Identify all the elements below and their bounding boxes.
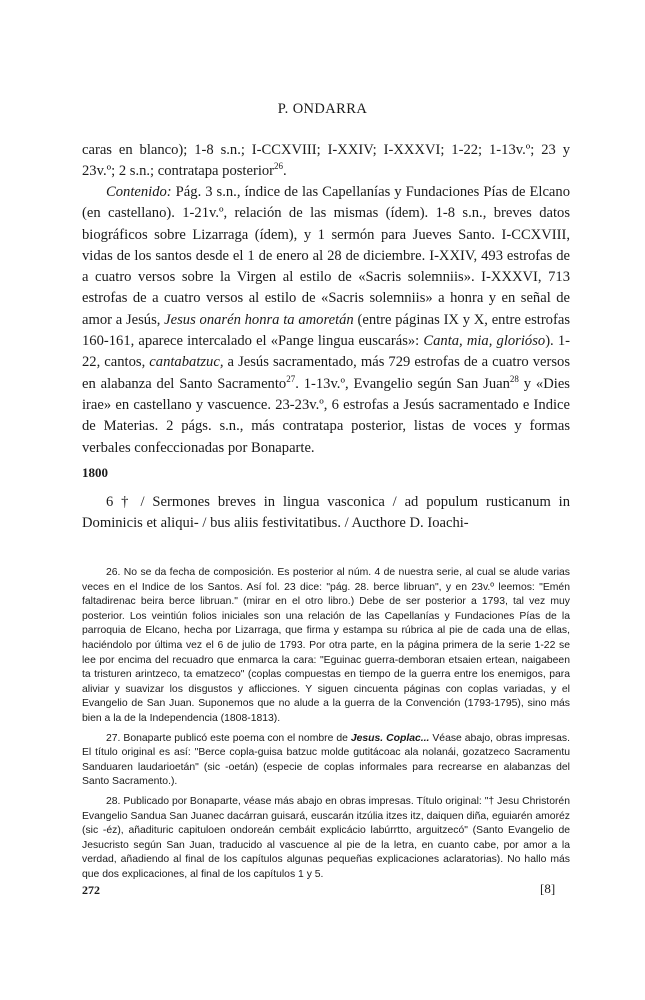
footnote-text: Publicado por Bonaparte, véase más abajo en obras impresas. Título original: "† Jesu Christorén Evangelio Sandua San Juanec dacárran guisará, euscarán itzúlia itzes itz, daiquen diña, eguiarén amoréz (sic -éz), añadituric capituloen ondoreán cembáit explicácio labúrrtto, arguitzecó" (Santo Evangelio de Jesucristo según San Juan, traducido al vascuence al pie de la letra, en cuanto cabe, por amor a la verdad, añadiendo al final de los capítulos algunas pequeñas explicaciones aclaratorias). No hallo más que dos explicaciones, al final de los capítulos 1 y 5. — [82, 795, 570, 880]
footnotes — [82, 566, 570, 887]
contents-segment-1: Pág. 3 s.n., índice de las Capellanías y Fundaciones Pías de Elcano (en castellano). 1-21v.º, relación de las mismas (ídem). 1-8 s.n., breves datos biográficos sobre Lizarraga (ídem), y 1 sermón para Jueves Santo. I-CCXVIII, vidas de los santos desde el 1 de enero al 28 de diciembre. I-XXIV, 493 estrofas de a cuatro versos sobre la Virgen al estilo de «Sacris solemniis». I-XXXVI, 713 estrofas de a cuatro versos al estilo de «Sacris solemniis» a honra y en señal de amor a Jesús, — [82, 184, 570, 328]
contents-segment-2: (entre páginas IX y X, entre estrofas 160-161, aparece intercalado el «Pange lingua euscarás»: — [82, 311, 570, 350]
footnote-italic-title: Jesus. Coplac... — [350, 732, 430, 744]
footnote-text-continued: Véase abajo, obras impresas. El título original es así: "Berce copla-guisa batzuc molde gutitácoac ala nolanái, gozatzeco Sacramentu Sanduaren laudarioetán" (sic -oetán) (especie de coplas informales para recrearse en alabanzas del Santo Sacramento.). — [82, 732, 570, 788]
footnote-ref-28[interactable]: 28 — [509, 373, 519, 384]
collation-text: caras en blanco); 1-8 s.n.; I-CCXVIII; I-XXIV; I-XXXVI; 1-22; 1-13v.º; 23 y 23v.º; 2 s.n.; contratapa posterior — [82, 142, 570, 180]
footnote-number: 26. — [106, 567, 121, 578]
footnote-ref-26[interactable]: 26 — [274, 161, 284, 172]
contents-italic-title-2: Canta, mia, glorióso — [423, 333, 546, 350]
contents-segment-3: ). 1-22, cantos, — [82, 333, 570, 371]
paragraph-collation — [82, 140, 570, 183]
footnote-number: 27. — [106, 732, 121, 744]
contents-italic-title-3: cantabatzuc, — [149, 354, 224, 371]
footnote-27 — [82, 732, 570, 790]
contents-segment-6: y «Dies irae» en castellano y vascuence. 23-23v.º, 6 estrofas a Jesús sacramentado e Indice de Materias. 2 págs. s.n., más contratapa posterior, listas de voces y formas verbales confeccionadas por Bonaparte. — [82, 375, 570, 456]
footnote-text: Bonaparte publicó este poema con el nombre de — [120, 732, 351, 744]
footnote-number: 28. — [106, 795, 121, 807]
catalogue-entry: 6 † / Sermones breves in lingua vasconica / ad populum rusticanum in Dominicis et aliqui- / bus aliis festivitatibus. / Aucthore D. Ioachi- — [82, 494, 570, 532]
collation-end: . — [283, 163, 287, 180]
footnote-ref-27[interactable]: 27 — [286, 373, 296, 384]
paragraph-contents — [82, 182, 570, 459]
page-number: 272 — [82, 883, 100, 897]
contents-segment-4: a Jesús sacramentado, más 729 estrofas de a cuatro versos en alabanza del Santo Sacramento — [82, 354, 570, 392]
contents-segment-5: . 1-13v.º, Evangelio según San Juan — [295, 375, 510, 392]
footnote-26 — [82, 566, 570, 727]
contents-label: Contenido: — [106, 184, 172, 200]
section-year-heading: 1800 — [82, 465, 108, 480]
contents-italic-title-1: Jesus onarén honra ta amoretán — [164, 311, 354, 328]
footnote-28 — [82, 795, 570, 883]
running-head: P. ONDARRA — [277, 101, 368, 117]
footnote-text: No se da fecha de composición. Es posterior al núm. 4 de nuestra serie, al cual se alude varias veces en el Indice de los Santos. Así fol. 23 dice: "pág. 28. berce libruan", y en 23v.º leemos: "Emén faltadirenac beira berce libruan." (mirar en el otro libro.) Debe de ser posterior a 1793, tal vez muy posterior. Los veintiún folios iniciales son una relación de las Capellanías y Fundaciones Pías de la parroquia de Elcano, hecha por Lizarraga, que firma y estampa su rúbrica al pie de cada una de ellas, haciéndolo por última vez el 6 de julio de 1793. Por otra parte, en la página primera de la serie 1-22 se lee por encima del recuadro que enmarca la cara: "Eguinac guerra-demboran etsaien ertean, naigabeen ta tristuren arintzeco, ta ematzeco" (coplas compuestas en tiempo de la guerra entre los enemigos, para aliviar y suavizar los disgustos y aflicciones. Y siguen cincuenta páginas con coplas variadas, y el Evangelio de San Juan. Suponemos que no alude a la guerra de la Convención (1793-1795), sino más bien a la de la Independencia (1808-1813). — [82, 567, 570, 724]
sheet-mark: [8] — [540, 881, 556, 896]
